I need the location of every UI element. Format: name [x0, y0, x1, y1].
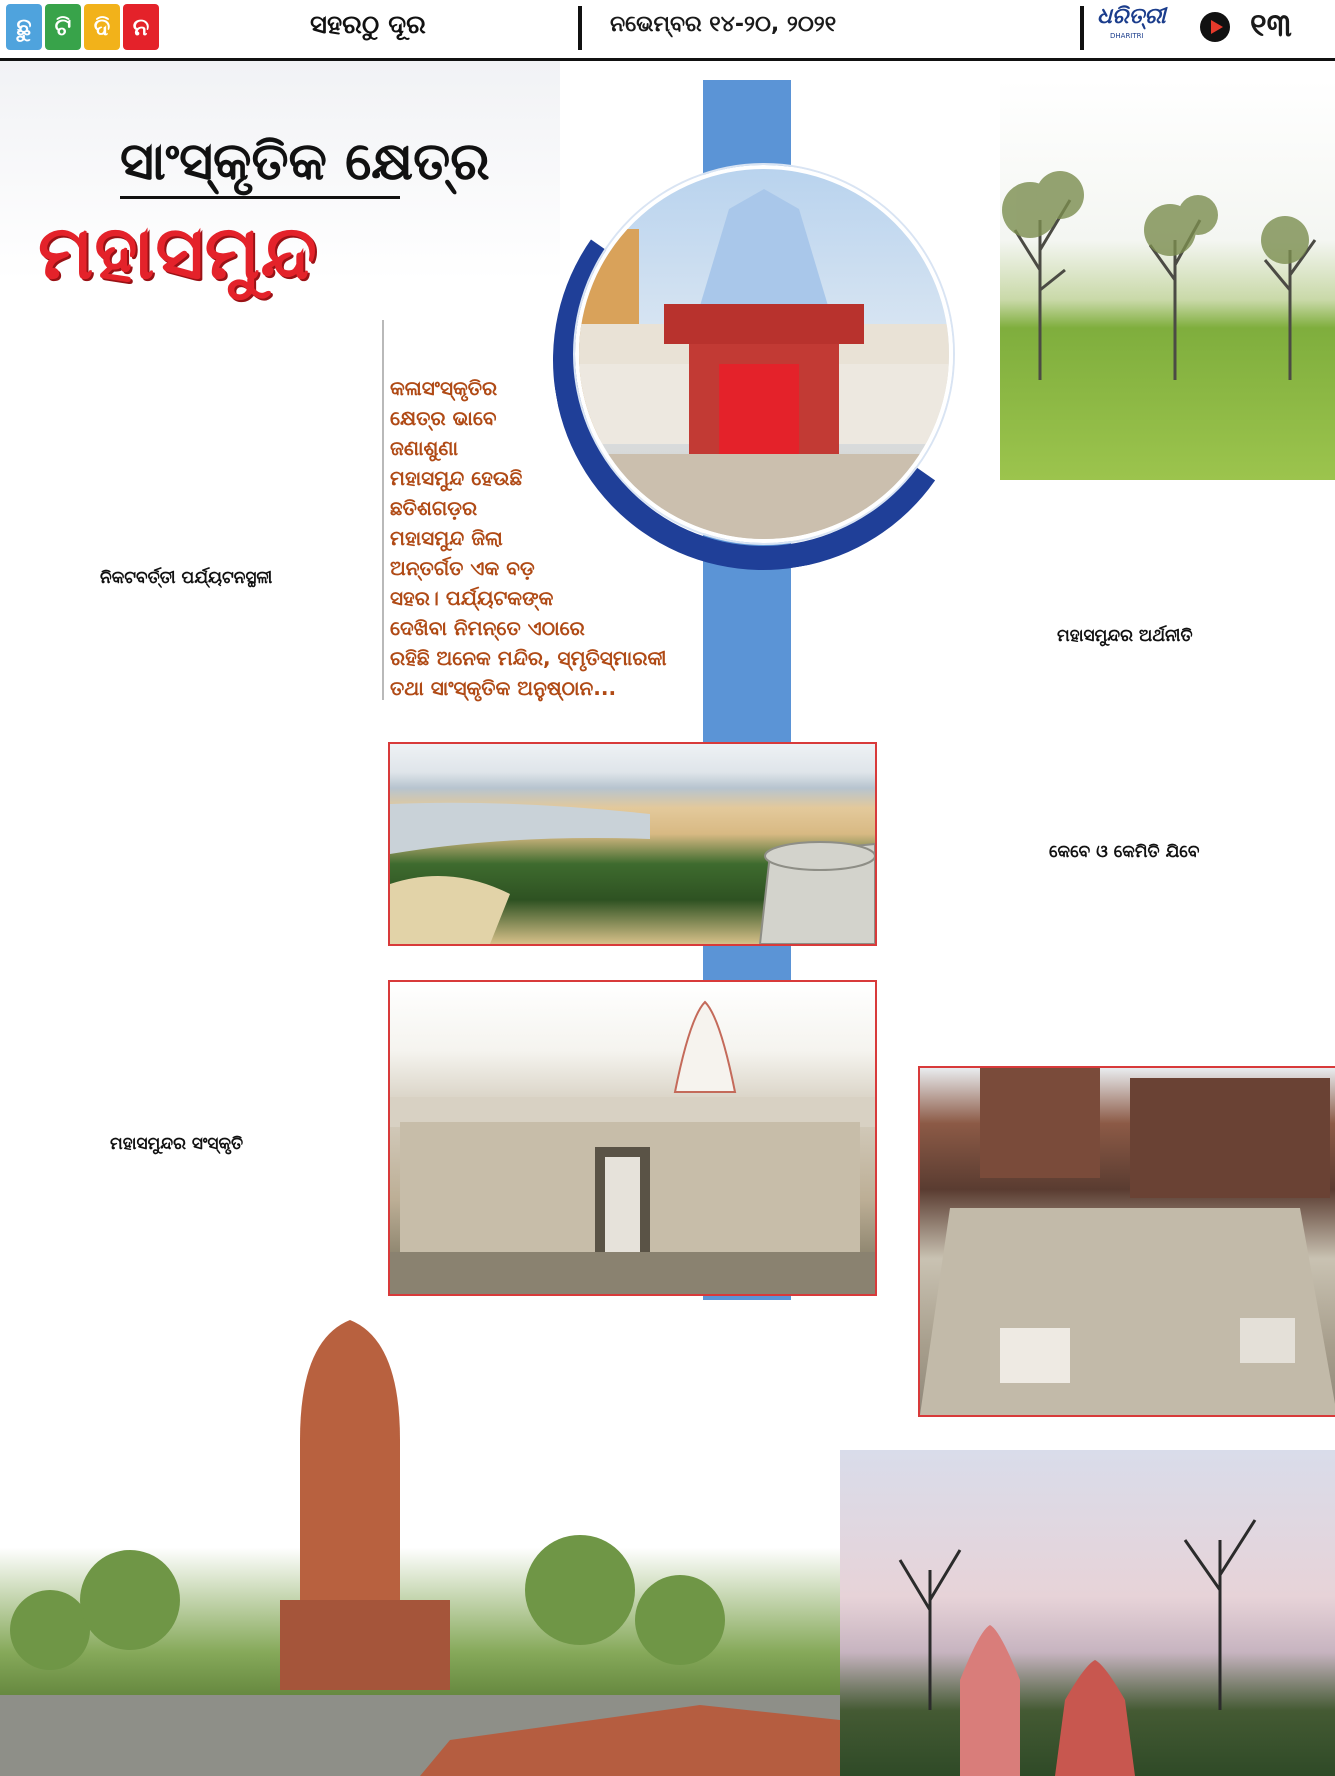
temple-ruin-photo — [388, 980, 877, 1296]
newspaper-brand: ଧରିତ୍ରୀ — [1097, 4, 1166, 29]
header-divider — [578, 6, 582, 50]
pullquote-line: ଦେଖିବା ନିମନ୍ତେ ଏଠାରେ — [390, 616, 585, 640]
header-divider — [1080, 6, 1084, 50]
river-photo — [388, 742, 877, 946]
subhead-travel: କେବେ ଓ କେମିତି ଯିବେ — [1049, 842, 1200, 862]
masthead-letter: ଟି — [45, 4, 81, 50]
subhead-culture: ମହାସମୁନ୍ଦର ସଂସ୍କୃତି — [110, 1134, 244, 1154]
masthead-logo — [6, 4, 159, 56]
pullquote-line: ଜଣାଶୁଣା — [390, 436, 459, 460]
issue-date: ନଭେମ୍ବର ୧୪-୨୦, ୨୦୨୧ — [610, 12, 837, 37]
pullquote-line: ଅନ୍ତର୍ଗତ ଏକ ବଡ଼ — [390, 556, 535, 580]
sunset-temple-photo — [840, 1450, 1335, 1776]
pullquote-line: କ୍ଷେତ୍ର ଭାବେ — [390, 406, 497, 430]
kicker-title: ସାଂସ୍କୃତିକ କ୍ଷେତ୍ର — [120, 132, 490, 192]
masthead-letter: ନ — [123, 4, 159, 50]
section-title: ସହରଠୁ ଦୂର — [310, 10, 426, 40]
pullquote-line: ମହାସମୁନ୍ଦ ଜିଲା — [390, 526, 503, 550]
pullquote-line: ରହିଛି ଅନେକ ମନ୍ଦିର, ସ୍ମୃତିସ୍ମାରକୀ — [390, 646, 667, 670]
pullquote — [390, 373, 690, 703]
newspaper-brand-sub: DHARITRI — [1110, 32, 1144, 40]
field-photo — [1000, 80, 1335, 480]
brick-temple-photo — [0, 1300, 840, 1776]
page-number: ୧୩ — [1250, 6, 1292, 44]
page-header — [0, 0, 1335, 58]
masthead-letter: ଦି — [84, 4, 120, 50]
kicker-underline — [120, 196, 400, 199]
pullquote-rule — [382, 320, 384, 700]
masthead-letter: ଛୁ — [6, 4, 42, 50]
pullquote-line: କଳାସଂସ୍କୃତିର — [390, 376, 498, 400]
subhead-nearby: ନିକଟବର୍ତ୍ତୀ ପର୍ଯ୍ୟଟନସ୍ଥଳୀ — [100, 568, 273, 588]
pullquote-line: ଛତିଶଗଡ଼ର — [390, 496, 478, 520]
play-icon — [1200, 12, 1230, 42]
excavation-photo — [918, 1066, 1335, 1417]
headline: ମହାସମୁନ୍ଦ — [38, 210, 318, 296]
pullquote-line: ତଥା ସାଂସ୍କୃତିକ ଅନୁଷ୍ଠାନ... — [390, 676, 617, 700]
pullquote-line: ସହର। ପର୍ଯ୍ୟଟକଙ୍କ — [390, 586, 554, 610]
pullquote-line: ମହାସମୁନ୍ଦ ହେଉଛି — [390, 466, 523, 490]
subhead-economy: ମହାସମୁନ୍ଦର ଅର୍ଥନୀତି — [1057, 626, 1193, 646]
